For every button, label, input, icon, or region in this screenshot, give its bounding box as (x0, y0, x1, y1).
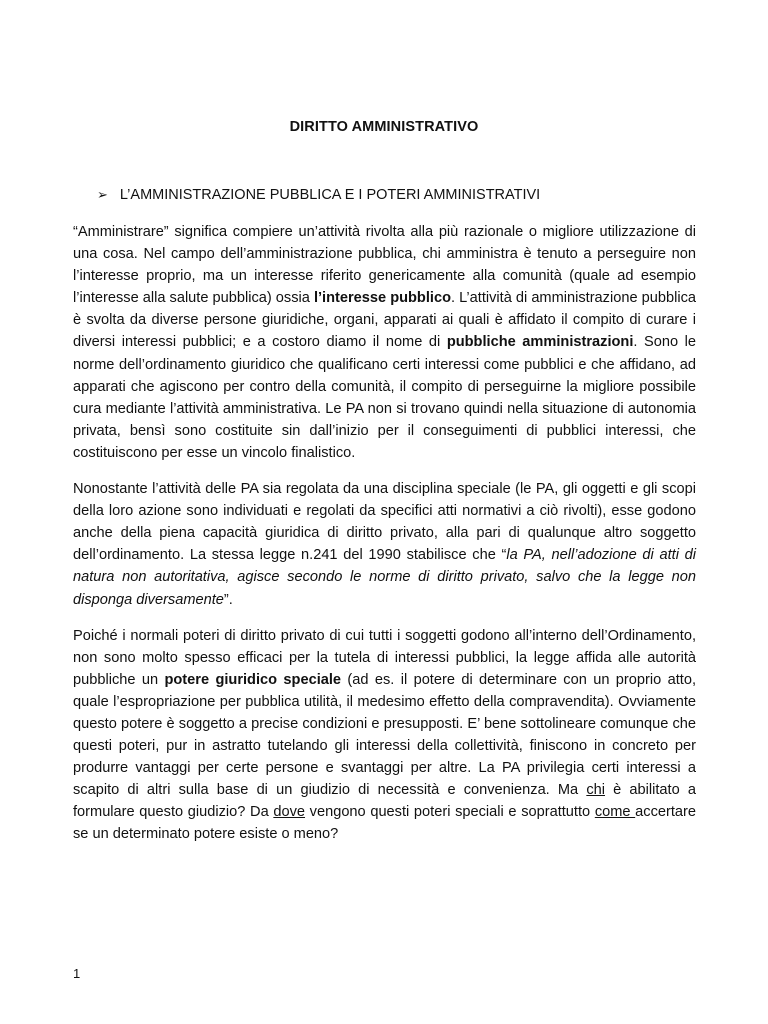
italic-quote: la PA, nell’adozione di atti di natura non autoritativa, agisce secondo le norme di diritto privato, salvo che la legge non disponga diversamente (73, 547, 696, 608)
paragraph-1: “Amministrare” significa compiere un’attività rivolta alla più razionale o migliore utilizzazione di una cosa. Nel campo dell’amministrazione pubblica, chi amministra è tenuto a perseguire non l’interesse proprio, ma un interesse riferito genericamente alla comunità (quale ad esempio l’interesse alla salute pubblica) ossia l’interesse pubblico. L’attività di amministrazione pubblica è svolta da diverse persone giuridiche, organi, apparati ai quali è affidato il compito di curare i diversi interessi pubblici; e a costoro diamo il nome di pubbliche amministrazioni. Sono le norme dell’ordinamento giuridico che qualificano certi interessi come pubblici e che affidano, ad apparati che agiscono per contro della comunità, il compito di perseguirne la migliore possibile cura mediante l’attività amministrativa. Le PA non si trovano quindi nella situazione di autonomia privata, bensì sono costituite sin dall’inizio per il conseguimenti di pubblici interessi, che costituiscono per esse un vincolo finalistico. (73, 224, 696, 461)
paragraph-2: Nonostante l’attività delle PA sia regolata da una disciplina speciale (le PA, gli oggetti e gli scopi della loro azione sono individuati e regolati da specifici atti normativi a ciò rivolti), esse godono anche della piena capacità giuridica di diritto privato, alla pari di qualunque altro soggetto dell’ordinamento. La stessa legge n.241 del 1990 stabilisce che “la PA, nell’adozione di atti di natura non autoritativa, agisce secondo le norme di diritto privato, salvo che la legge non disponga diversamente”. (73, 481, 696, 608)
document-body (73, 221, 696, 860)
page-number: 1 (73, 966, 81, 981)
bold-term: potere giuridico speciale (164, 671, 342, 688)
underlined-word: come (594, 804, 636, 821)
section-heading (97, 187, 540, 203)
underlined-word: dove (273, 804, 306, 821)
bold-term: l’interesse pubblico (313, 290, 451, 307)
document-title: DIRITTO AMMINISTRATIVO (289, 119, 479, 135)
arrow-bullet-icon: ➢ (97, 187, 108, 202)
underlined-word: chi (586, 782, 605, 799)
paragraph-3: Poiché i normali poteri di diritto privato di cui tutti i soggetti godono all’interno dell’Ordinamento, non sono molto spesso efficaci per la tutela di interessi pubblici, la legge affida alle autorità pubbliche un potere giuridico speciale (ad es. il potere di determinare con un proprio atto, quale l’espropriazione per pubblica utilità, il medesimo effetto della compravendita). Ovviamente questo potere è soggetto a precise condizioni e presupposti. E’ bene sottolineare comunque che questi poteri, pur in astratto tutelando gli interessi della collettività, finiscono in concreto per produrre vantaggi per certe persone e svantaggi per altre. La PA privilegia certi interessi a scapito di altri sulla base di un giudizio di necessità e convenienza. Ma chi è abilitato a formulare questo giudizio? Da dove vengono questi poteri speciali e soprattutto come accertare se un determinato potere esiste o meno? (73, 627, 697, 843)
section-heading-text: L’AMMINISTRAZIONE PUBBLICA E I POTERI AMMINISTRATIVI (119, 187, 541, 203)
bold-term: pubbliche amministrazioni (446, 334, 634, 351)
